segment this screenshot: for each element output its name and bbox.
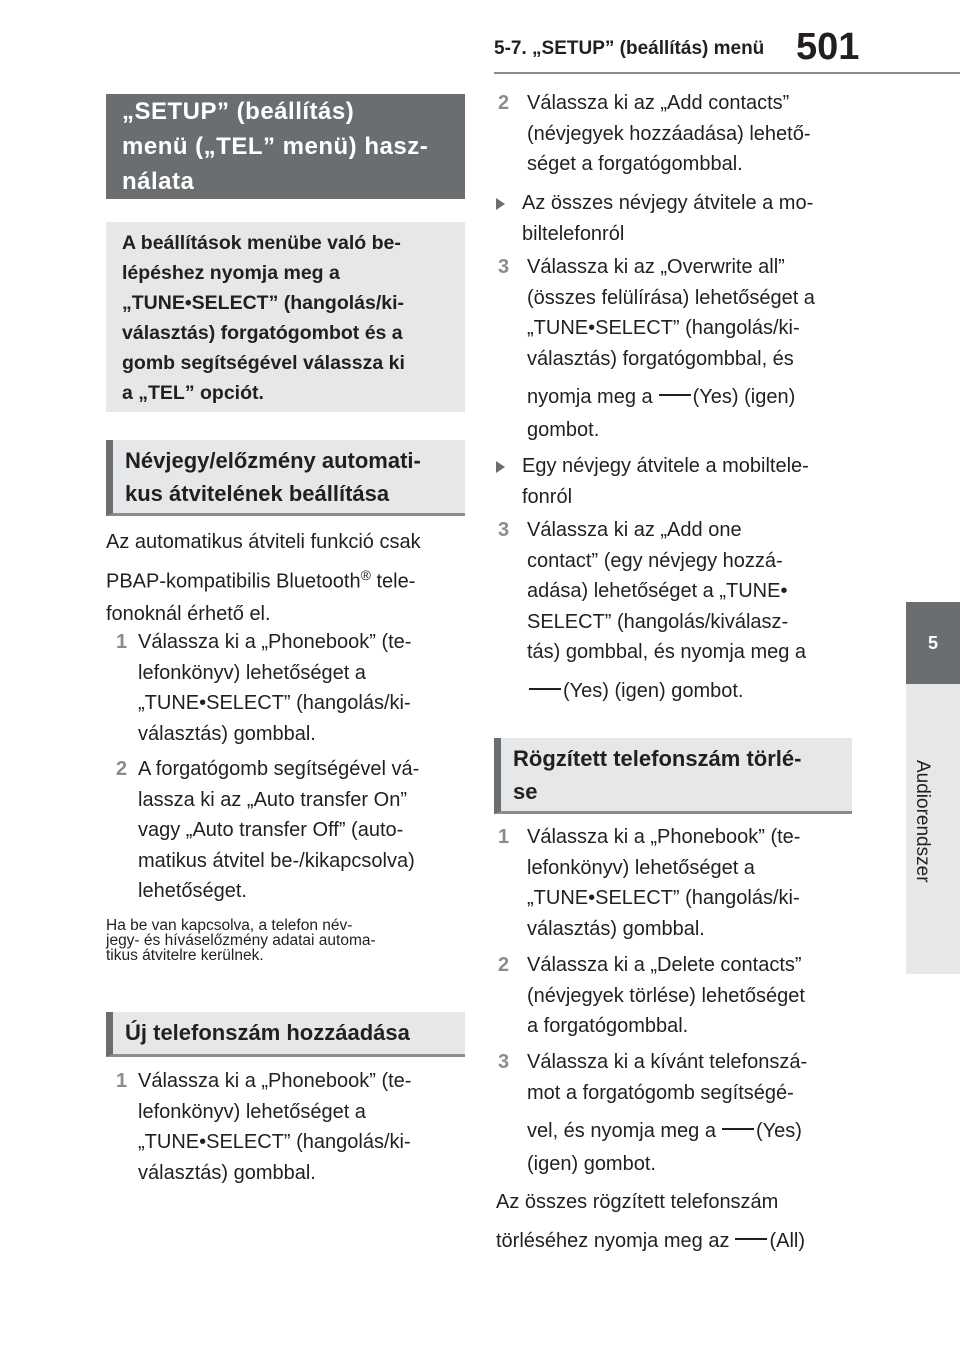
step-line: lefonkönyv) lehetőséget a bbox=[527, 856, 755, 879]
step-line: (összes felülírása) lehetőséget a bbox=[527, 286, 815, 309]
button-symbol-icon bbox=[529, 688, 561, 690]
step-3-select-number bbox=[498, 1047, 848, 1179]
heading-line: kus átvitelének beállítása bbox=[125, 481, 390, 506]
step-line: Válassza ki a „Delete contacts” bbox=[527, 954, 802, 976]
step-line: (Yes) (igen) gombot. bbox=[527, 676, 848, 707]
step-line: választás) forgatógombbal, és bbox=[527, 347, 794, 370]
step-1-phonebook-delete bbox=[498, 822, 848, 944]
step-line: Válassza ki az „Overwrite all” bbox=[527, 256, 785, 278]
step-number: 1 bbox=[116, 1070, 128, 1092]
step-line: (névjegyek törlése) lehetőséget bbox=[527, 984, 805, 1007]
step-line: Válassza ki a kívánt telefonszá- bbox=[527, 1051, 808, 1073]
step-line: gombot. bbox=[527, 418, 600, 441]
heading-line: Rögzített telefonszám törlé- bbox=[513, 746, 802, 771]
step-line: Válassza ki a „Phonebook” (te- bbox=[527, 826, 801, 848]
info-box bbox=[106, 222, 465, 412]
info-line: választás) forgatógombot és a bbox=[122, 322, 403, 344]
step-line: lehetőséget. bbox=[138, 880, 247, 902]
intro-paragraph bbox=[106, 527, 466, 629]
closing-line: Az összes rögzített telefonszám bbox=[496, 1191, 779, 1213]
intro-line: PBAP-kompatibilis Bluetooth® tele- bbox=[106, 566, 416, 593]
title-line-1: „SETUP” (beállítás) bbox=[122, 98, 355, 125]
step-3-overwrite-all bbox=[498, 252, 848, 445]
step-number: 2 bbox=[116, 758, 128, 780]
triangle-bullet-icon bbox=[496, 198, 505, 210]
step-number: 1 bbox=[116, 631, 128, 653]
section-heading-add-number bbox=[106, 1012, 465, 1057]
step-line: Válassza ki a „Phonebook” (te- bbox=[138, 631, 412, 653]
step-2-auto-transfer bbox=[116, 754, 461, 907]
note-line: jegy- és híváselőzmény adatai automa- bbox=[106, 932, 376, 949]
step-line: contact” (egy névjegy hozzá- bbox=[527, 549, 783, 572]
note-line: tikus átvitelre kerülnek. bbox=[106, 947, 264, 964]
step-line: lefonkönyv) lehetőséget a bbox=[138, 1100, 366, 1123]
step-number: 1 bbox=[498, 826, 510, 848]
bullet-line: biltelefonról bbox=[522, 222, 625, 245]
step-number: 3 bbox=[498, 1051, 510, 1073]
step-line: lefonkönyv) lehetőséget a bbox=[138, 661, 366, 684]
heading-line: se bbox=[513, 779, 538, 804]
step-line: vagy „Auto transfer Off” (auto- bbox=[138, 819, 404, 841]
title-line-3: nálata bbox=[122, 168, 195, 195]
step-line: adása) lehetőséget a „TUNE• bbox=[527, 580, 788, 602]
step-1-phonebook bbox=[116, 627, 461, 749]
step-line: „TUNE•SELECT” (hangolás/ki- bbox=[138, 692, 411, 714]
step-line: Válassza ki az „Add one bbox=[527, 519, 742, 541]
info-line: a „TEL” opciót. bbox=[122, 382, 264, 404]
heading-line: Új telefonszám hozzáadása bbox=[125, 1020, 410, 1045]
step-2-add-contacts bbox=[498, 88, 848, 180]
section-heading-delete-number bbox=[494, 738, 852, 814]
step-line: a forgatógombbal. bbox=[527, 1015, 689, 1037]
chapter-title-box bbox=[106, 94, 465, 199]
intro-line: Az automatikus átviteli funkció csak bbox=[106, 531, 421, 553]
button-symbol-icon bbox=[659, 394, 691, 396]
step-line: választás) gombbal. bbox=[527, 917, 705, 940]
info-line: gomb segítségével válassza ki bbox=[122, 352, 405, 374]
step-line: „TUNE•SELECT” (hangolás/ki- bbox=[138, 1131, 411, 1153]
step-number: 3 bbox=[498, 256, 510, 278]
step-number: 2 bbox=[498, 954, 510, 976]
running-header-title: 5-7. „SETUP” (beállítás) menü bbox=[494, 38, 765, 59]
bullet-line: Az összes névjegy átvitele a mo- bbox=[522, 192, 814, 214]
step-line: séget a forgatógombbal. bbox=[527, 153, 743, 175]
bullet-transfer-one bbox=[496, 451, 846, 512]
info-line: lépéshez nyomja meg a bbox=[122, 262, 340, 284]
chapter-label: Audiorendszer bbox=[912, 760, 933, 883]
note-paragraph bbox=[106, 918, 466, 963]
step-line: nyomja meg a (Yes) (igen) bbox=[527, 386, 796, 408]
triangle-bullet-icon bbox=[496, 461, 505, 473]
step-line: Válassza ki a „Phonebook” (te- bbox=[138, 1070, 412, 1092]
info-line: A beállítások menübe való be- bbox=[122, 232, 401, 254]
step-line: (igen) gombot. bbox=[527, 1152, 656, 1175]
chapter-number: 5 bbox=[927, 632, 938, 653]
section-heading-auto-transfer bbox=[106, 440, 465, 516]
step-line: vel, és nyomja meg a (Yes) bbox=[527, 1120, 802, 1142]
registered-mark: ® bbox=[360, 566, 371, 583]
step-line: „TUNE•SELECT” (hangolás/ki- bbox=[527, 887, 800, 909]
step-line: mot a forgatógomb segítségé- bbox=[527, 1081, 794, 1104]
step-line: „TUNE•SELECT” (hangolás/ki- bbox=[527, 317, 800, 339]
closing-paragraph bbox=[496, 1187, 856, 1256]
bullet-line: Egy névjegy átvitele a mobiltele- bbox=[522, 455, 809, 477]
heading-line: Névjegy/előzmény automati- bbox=[125, 448, 421, 473]
step-line: választás) gombbal. bbox=[138, 722, 316, 745]
step-line: Válassza ki az „Add contacts” bbox=[527, 92, 790, 114]
step-line: tás) gombbal, és nyomja meg a bbox=[527, 641, 807, 663]
intro-line: fonoknál érhető el. bbox=[106, 602, 271, 625]
step-line: lassza ki az „Auto transfer On” bbox=[138, 788, 407, 811]
step-line: (névjegyek hozzáadása) lehető- bbox=[527, 122, 811, 145]
step-1-phonebook-add bbox=[116, 1066, 461, 1188]
page-number: 501 bbox=[796, 26, 860, 68]
bullet-transfer-all bbox=[496, 188, 846, 249]
closing-line: törléséhez nyomja meg az (All) bbox=[496, 1229, 805, 1252]
header-rule bbox=[494, 72, 960, 74]
note-line: Ha be van kapcsolva, a telefon név- bbox=[106, 917, 353, 934]
step-2-delete-contacts bbox=[498, 950, 848, 1042]
step-line: A forgatógomb segítségével vá- bbox=[138, 758, 420, 780]
step-line: SELECT” (hangolás/kiválasz- bbox=[527, 610, 789, 633]
title-line-2: menü („TEL” menü) hasz- bbox=[122, 133, 429, 160]
step-line: választás) gombbal. bbox=[138, 1161, 316, 1184]
button-symbol-icon bbox=[735, 1238, 767, 1240]
step-3-add-one-contact bbox=[498, 515, 848, 706]
button-symbol-icon bbox=[722, 1128, 754, 1130]
bullet-line: fonról bbox=[522, 485, 573, 508]
info-line: „TUNE•SELECT” (hangolás/ki- bbox=[122, 292, 405, 314]
step-line: matikus átvitel be-/kikapcsolva) bbox=[138, 849, 415, 872]
chapter-number-tab bbox=[906, 602, 960, 684]
step-number: 3 bbox=[498, 519, 510, 541]
step-number: 2 bbox=[498, 92, 510, 114]
